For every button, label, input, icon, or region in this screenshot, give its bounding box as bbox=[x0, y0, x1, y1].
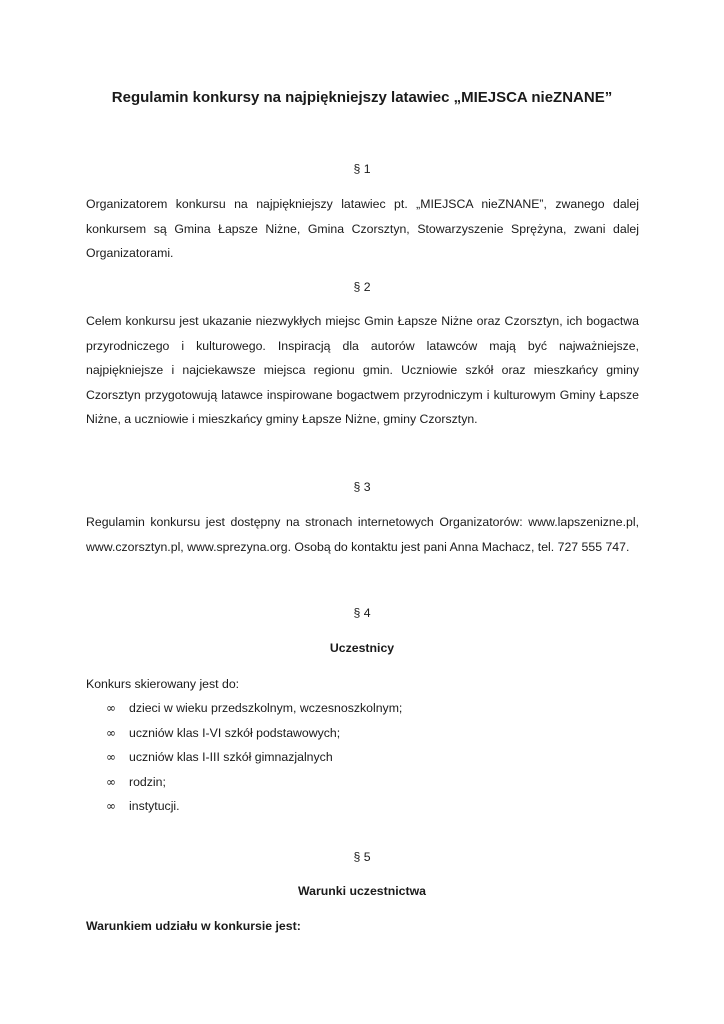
section-4-intro: Konkurs skierowany jest do: bbox=[86, 677, 240, 691]
section-3-heading: § 3 bbox=[353, 480, 371, 494]
section-5-intro: Warunkiem udziału w konkursie jest: bbox=[86, 919, 301, 933]
section-5-heading: § 5 bbox=[353, 850, 371, 864]
infinity-bullet-icon: ∞ bbox=[106, 774, 116, 789]
section-1-heading: § 1 bbox=[353, 162, 371, 176]
list-item-text: rodzin; bbox=[129, 774, 166, 789]
infinity-bullet-icon: ∞ bbox=[106, 725, 116, 740]
section-3-text: Regulamin konkursu jest dostępny na stronach internetowych Organizatorów: www.lapszenizne.pl, www.czorsztyn.pl, www.sprezyna.org. Osobą do kontaktu jest pani Anna Machacz, tel. 727 555 747. bbox=[86, 515, 639, 554]
section-4-heading: § 4 bbox=[353, 606, 371, 620]
list-item bbox=[86, 770, 639, 795]
section-4-subheading: Uczestnicy bbox=[329, 641, 395, 655]
section-5-subheading: Warunki uczestnictwa bbox=[297, 884, 426, 898]
list-item bbox=[86, 696, 639, 721]
section-2-heading: § 2 bbox=[353, 280, 371, 294]
list-item-text: uczniów klas I-VI szkół podstawowych; bbox=[129, 725, 341, 740]
list-item bbox=[86, 745, 639, 770]
infinity-bullet-icon: ∞ bbox=[106, 750, 116, 764]
infinity-bullet-icon: ∞ bbox=[106, 799, 116, 813]
section-2-text: Celem konkursu jest ukazanie niezwykłych miejsc Gmin Łapsze Niżne oraz Czorsztyn, ich bogactwa przyrodniczego i kulturowego. Inspiracją dla autorów latawców mają być najważniejsze, najpiękniejsze i najciekawsze miejsca regionu gmin. Uczniowie szkół oraz mieszkańcy gminy Czorsztyn przygotowują latawce inspirowane bogactwem przyrodniczym i kulturowym Gminy Łapsze Niżne, a uczniowie i mieszkańcy gminy Łapsze Niżne, gminy Czorsztyn. bbox=[86, 314, 639, 426]
list-item-text: uczniów klas I-III szkół gimnazjalnych bbox=[129, 750, 333, 764]
infinity-bullet-icon: ∞ bbox=[106, 701, 116, 715]
section-1-text: Organizatorem konkursu na najpiękniejszy latawiec pt. „MIEJSCA nieZNANE”, zwanego dalej konkursem są Gmina Łapsze Niżne, Gmina Czorsztyn, Stowarzyszenie Sprężyna, zwani dalej Organizatorami. bbox=[86, 197, 639, 260]
list-item-text: dzieci w wieku przedszkolnym, wczesnoszkolnym; bbox=[129, 701, 403, 715]
list-item bbox=[86, 721, 639, 746]
participants-list bbox=[86, 696, 639, 819]
document-title: Regulamin konkursy na najpiękniejszy latawiec „MIEJSCA nieZNANE” bbox=[111, 89, 613, 106]
list-item-text: instytucji. bbox=[129, 799, 180, 813]
list-item bbox=[86, 794, 639, 819]
